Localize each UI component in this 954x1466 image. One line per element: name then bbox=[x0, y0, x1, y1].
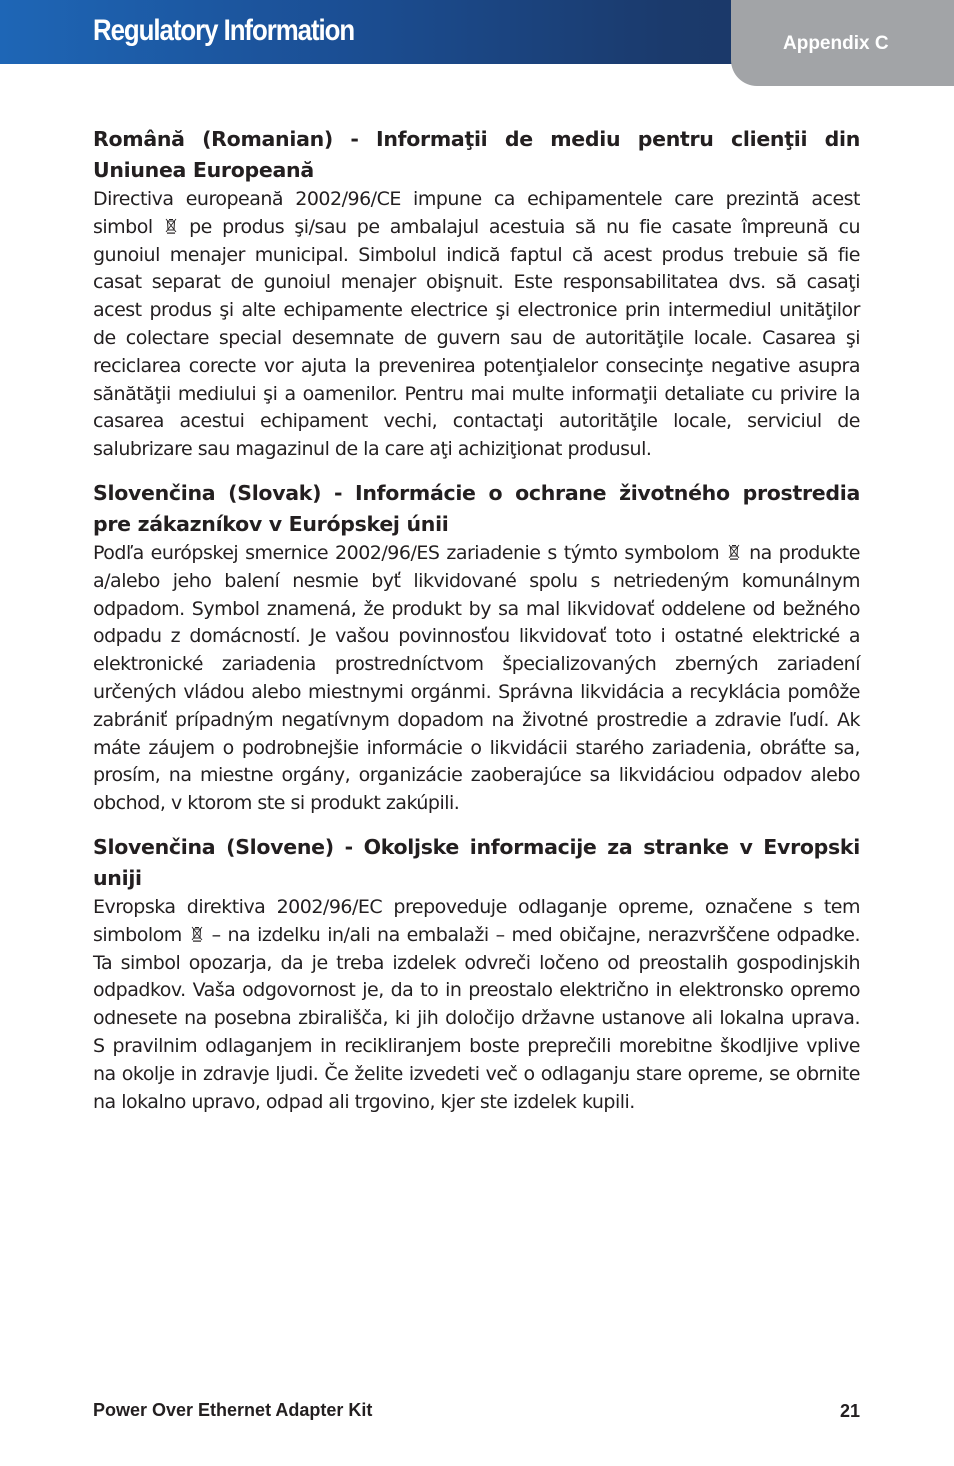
section-heading: Slovenčina (Slovak) - Informácie o ochrane životného prostredia pre zákazníkov v Európskej únii bbox=[93, 480, 860, 536]
section-body bbox=[93, 186, 860, 464]
body-text: na produkte a/alebo jeho balení nesmie byť likvidované spolu s netriedeným komunálnym odpadom. Symbol znamená, že produkt by sa mal likvidovať oddelene od bežného odpadu z domácností. Je vašou povinnosťou likvidovať toto i ostatné elektrické a elektronické zariadenia prostredníctvom špecializovaných zberných zariadení určených vládou alebo miestnymi orgánmi. Správna likvidácia a recyklácia pomôže zabrániť prípadným negatívnym dopadom na životné prostredie a zdravie ľudí. Ak máte záujem o podrobnejšie informácie o likvidácii starého zariadenia, obráťte sa, prosím, na miestne orgány, organizácie zaoberajúce sa likvidáciou odpadov alebo obchod, v ktorom ste si produkt zakúpili. bbox=[93, 541, 860, 815]
section-slovene bbox=[93, 832, 860, 1116]
body-text: pe produs şi/sau pe ambalajul acestuia să nu fie casate împreună cu gunoiul menajer municipal. Simbolul indică faptul că acest produs trebuie să fie casat separat de gunoiul menajer obişnuit. Este responsabilitatea dvs. să casaţi acest produs şi alte echipamente electrice şi electronice prin intermediul unităţilor de colectare special desemnate de guvern sau de autorităţile locale. Casarea şi reciclarea corecte vor ajuta la prevenirea potenţialelor consecinţe negative asupra sănătăţii mediului şi a oamenilor. Pentru mai multe informaţii detaliate cu privire la casarea acestui echipament vechi, contactaţi autorităţile locale, serviciul de salubrizare sau magazinul de la care aţi achiziţionat produsul. bbox=[93, 215, 860, 461]
appendix-tab bbox=[731, 0, 954, 86]
document-content bbox=[93, 124, 860, 1130]
section-romanian bbox=[93, 124, 860, 464]
section-body bbox=[93, 894, 860, 1116]
crossed-out-wheelie-bin-icon bbox=[191, 926, 203, 942]
section-heading: Slovenčina (Slovene) - Okoljske informacije za stranke v Evropski uniji bbox=[93, 834, 860, 890]
crossed-out-wheelie-bin-icon bbox=[728, 544, 740, 560]
footer-product-name: Power Over Ethernet Adapter Kit bbox=[93, 1400, 373, 1420]
section-slovak bbox=[93, 478, 860, 818]
appendix-label: Appendix C bbox=[783, 33, 889, 54]
body-text: Directiva europeană 2002/96/CE impune ca echipamentele care prezintă acest simbol bbox=[93, 188, 860, 238]
page-number: 21 bbox=[839, 1401, 860, 1421]
section-body bbox=[93, 540, 860, 818]
body-text: Evropska direktiva 2002/96/EC prepoveduje odlaganje opreme, označene s tem simbolom bbox=[93, 895, 860, 946]
page-title: Regulatory Information bbox=[93, 14, 355, 47]
body-text: – na izdelku in/ali na embalaži – med običajne, nerazvrščene odpadke. Ta simbol opozarja, da je treba izdelek odvreči ločeno od preostalih gospodinjskih odpadkov. Vaša odgovornost je, da to in preostalo električno in elektronsko opremo odnesete na posebna zbirališča, ki jih določijo državne ustanove ali lokalna uprava. S pravilnim odlaganjem in recikliranjem boste preprečili morebitne škodljive vplive na okolje in zdravje ljudi. Če želite izvedeti več o odlaganju stare opreme, se obrnite na lokalno upravo, odpad ali trgovino, kjer ste izdelek kupili. bbox=[93, 923, 861, 1113]
body-text: Podľa európskej smernice 2002/96/ES zariadenie s týmto symbolom bbox=[93, 541, 720, 564]
crossed-out-wheelie-bin-icon bbox=[165, 218, 177, 234]
section-heading: Română (Romanian) - Informaţii de mediu pentru clienţii din Uniunea Europeană bbox=[93, 127, 860, 182]
